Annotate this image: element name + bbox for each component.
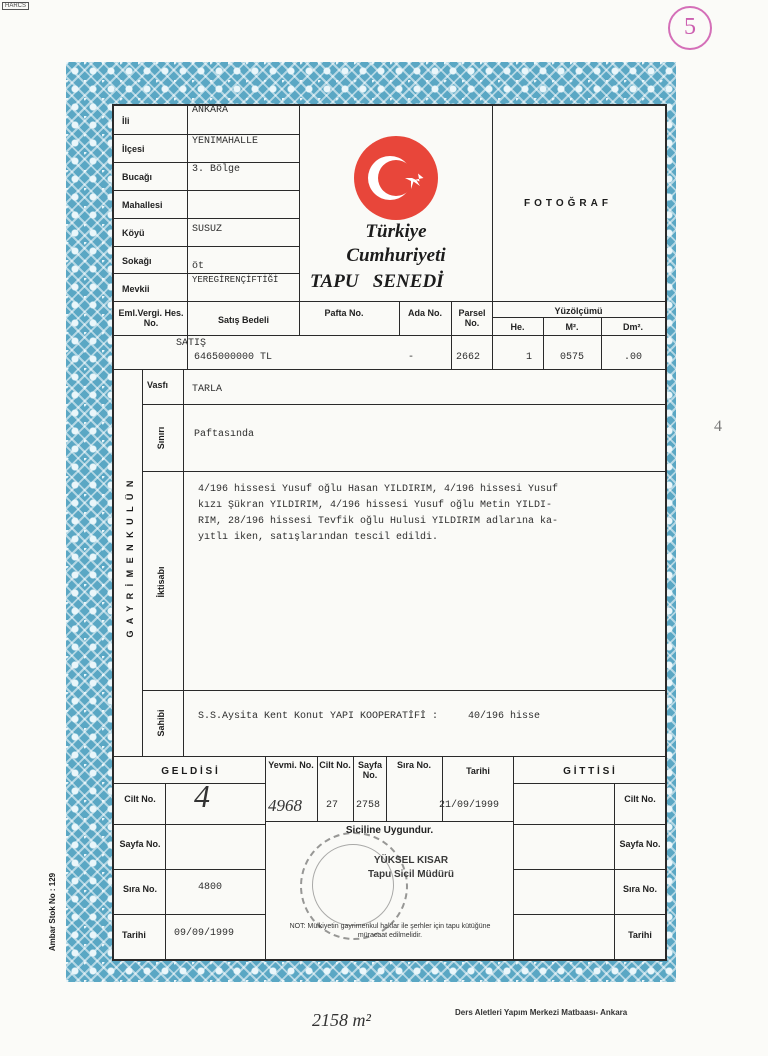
tarihi-value: 21/09/1999 (439, 800, 500, 811)
sayfa-header: Sayfa No. (357, 760, 383, 780)
header-dm2: Dm². (623, 322, 643, 332)
left-cilt-label: Cilt No. (124, 794, 156, 804)
value-sokak: öt (192, 261, 205, 272)
sicil-text: Siciline Uygundur. (345, 825, 434, 836)
corner-mark: HARCS (2, 2, 29, 10)
title-line-2: Cumhuriyeti (346, 245, 446, 266)
iktisabi-line-2: kızı Şükran YILDIRIM, 4/196 hissesi Yusuf oğlu Metin YILDI- (198, 500, 553, 511)
press-name: Ders Aletleri Yapım Merkezi Matbaası- Ankara (455, 1008, 628, 1017)
title-line-1: Türkiye (365, 221, 427, 242)
right-sayfa-label: Sayfa No. (619, 839, 661, 849)
parsel-value: 2662 (456, 352, 481, 363)
vasfi-value: TARLA (192, 384, 223, 395)
cilt-header: Cilt No. (319, 760, 351, 770)
iktisabi-line-3: RIM, 28/196 hissesi Tevfik oğlu Hulusi YILDIRIM adlarına ka- (198, 516, 559, 527)
header-eml: Eml.Vergi. Hes. No. (118, 308, 184, 328)
header-m2: M². (565, 322, 579, 332)
value-il: ANKARA (192, 105, 229, 116)
header-parsel: Parsel No. (458, 308, 486, 328)
m2-value: 0575 (560, 352, 585, 363)
geldisi-label: G E L D İ S İ (161, 766, 218, 777)
handwritten-area: 2158 m² (312, 1010, 371, 1030)
sahibi-label: Sahibi (156, 709, 166, 737)
siniri-value: Paftasında (194, 429, 255, 440)
value-bucak: 3. Bölge (192, 164, 241, 175)
left-sira-value: 4800 (198, 882, 223, 893)
label-sokak: Sokağı (122, 256, 152, 266)
satis-value: 6465000000 TL (194, 352, 273, 363)
margin-mark: 4 (714, 418, 722, 435)
label-ilce: İlçesi (122, 144, 145, 154)
label-il: İli (122, 116, 130, 126)
left-sayfa-label: Sayfa No. (119, 839, 161, 849)
yevmi-header: Yevmi. No. (268, 760, 314, 770)
header-yuzolcumu: Yüzölçümü (554, 306, 603, 316)
ada-value: - (408, 352, 415, 363)
sira-header: Sıra No. (396, 760, 431, 770)
value-mevki: YEREGİRENÇİFTİĞİ (192, 275, 279, 285)
left-tarihi-label: Tarihi (122, 930, 146, 940)
he-value: 1 (526, 352, 533, 363)
yevmi-value: 4968 (268, 796, 302, 815)
dm2-value: .00 (624, 352, 643, 363)
vasfi-label: Vasfı (147, 380, 169, 390)
sahibi-value: S.S.Aysita Kent Konut YAPI KOOPERATİFİ : 40/196 hisse (198, 711, 541, 722)
iktisabi-label: İktisabı (156, 566, 166, 598)
photo-label: FOTOĞRAF (524, 198, 612, 209)
right-sira-label: Sıra No. (622, 884, 657, 894)
left-sira-label: Sıra No. (122, 884, 157, 894)
stamp-title: Tapu Sicil Müdürü (368, 869, 454, 880)
note-text: NOT: Mülkiyetin gayrimenkul haklar ile şerhler için tapu kütüğüne müracaat edilmelidir. (289, 923, 491, 939)
label-mevki: Mevkii (122, 284, 150, 294)
stamp-name: YÜKSEL KISAR (373, 855, 449, 866)
header-ada: Ada No. (407, 308, 442, 318)
iktisabi-line-4: yıtlı iken, satışlarından tescil edildi. (198, 532, 439, 543)
title-deed (112, 104, 667, 961)
ambar-stok-label: Ambar Stok No : 129 (48, 872, 57, 952)
label-koy: Köyü (122, 228, 145, 238)
sayfa-value: 2758 (356, 800, 381, 811)
right-cilt-label: Cilt No. (624, 794, 656, 804)
satis-type: SATIŞ (176, 338, 207, 349)
header-he: He. (510, 322, 525, 332)
label-mahalle: Mahallesi (122, 200, 163, 210)
value-ilce: YENIMAHALLE (192, 136, 259, 147)
right-tarihi-label: Tarihi (628, 930, 652, 940)
flag-emblem-icon (352, 134, 440, 222)
label-bucak: Bucağı (122, 172, 153, 182)
gittisi-label: G İ T T İ S İ (563, 766, 615, 777)
left-cilt-value: 4 (194, 778, 210, 814)
title-line-3: TAPU SENEDİ (310, 271, 444, 292)
header-satis: Satış Bedeli (217, 315, 270, 325)
cilt-value: 27 (326, 800, 339, 811)
gayrimenkul-side-label: G A Y R İ M E N K U L Ü N (125, 478, 135, 638)
page-marker: 5 (668, 6, 712, 50)
header-pafta: Pafta No. (324, 308, 364, 318)
siniri-label: Sınırı (156, 426, 166, 450)
value-koy: SUSUZ (192, 224, 223, 235)
iktisabi-line-1: 4/196 hissesi Yusuf oğlu Hasan YILDIRIM, 4/196 hissesi Yusuf (198, 484, 559, 495)
left-tarihi-value: 09/09/1999 (174, 928, 235, 939)
tarihi-header: Tarihi (466, 766, 490, 776)
